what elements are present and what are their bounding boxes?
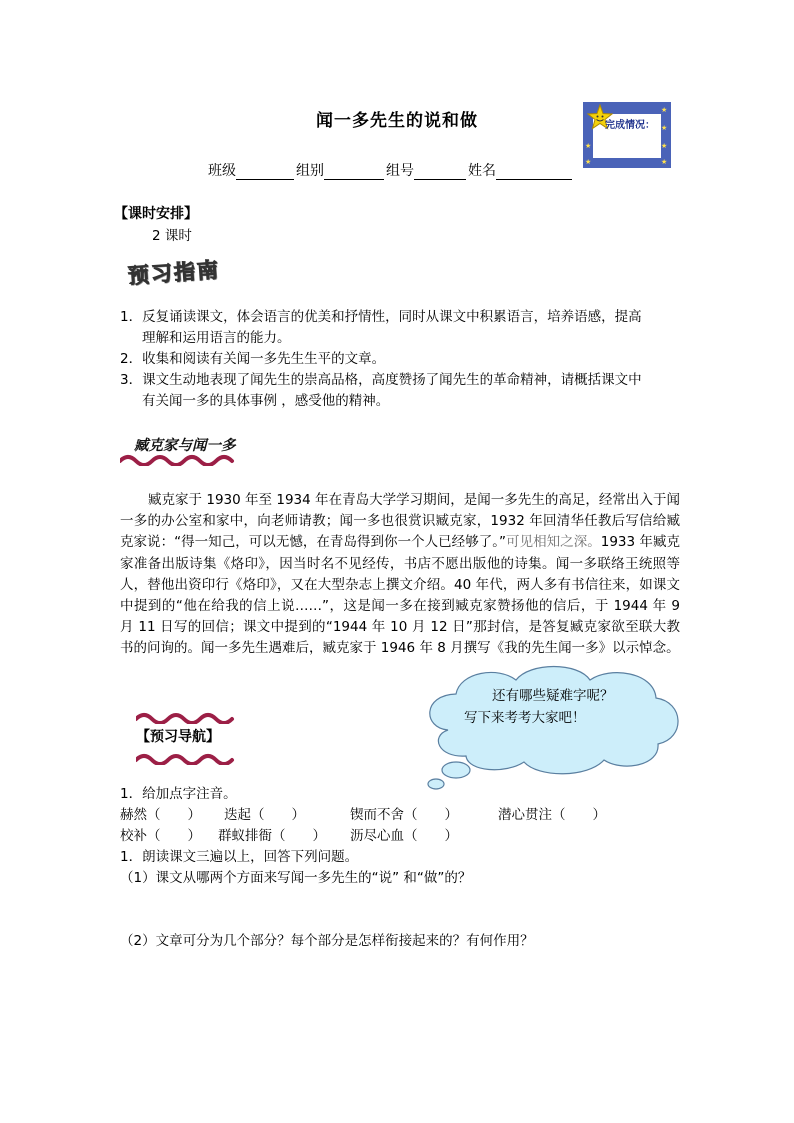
nav-heading: 【预习导航】 bbox=[136, 729, 220, 745]
question-2: 1．朗读课文三遍以上，回答下列问题。 bbox=[120, 849, 359, 865]
group-field[interactable] bbox=[324, 165, 384, 180]
schedule-value: 2 课时 bbox=[152, 228, 192, 244]
guide-item-1: 1．反复诵读课文，体会语言的优美和抒情性，同时从课文中积累语言，培养语感，提高 理解和运用语言的能力。 bbox=[120, 309, 642, 346]
group-label: 组别 bbox=[296, 163, 324, 179]
guide-item-2: 2．收集和阅读有关闻一多先生生平的文章。 bbox=[120, 351, 386, 367]
pinyin-item: 群蚁排衙（ ） bbox=[218, 828, 326, 844]
wave-divider-2 bbox=[136, 710, 240, 724]
schedule-heading: 【课时安排】 bbox=[114, 206, 198, 222]
cloud-line-1: 还有哪些疑难字呢？ bbox=[492, 688, 614, 704]
pinyin-item: 锲而不舍（ ） bbox=[350, 807, 458, 823]
name-field[interactable] bbox=[496, 165, 572, 180]
pinyin-item: 迭起（ ） bbox=[224, 807, 305, 823]
completion-label: 完成情况： bbox=[605, 120, 655, 131]
question-1: 1．给加点字注音。 bbox=[120, 786, 237, 802]
guide-item-3: 3．课文生动地表现了闻先生的崇高品格，高度赞扬了闻先生的革命精神，请概括课文中 有关闻一多的具体事例 ，感受他的精神。 bbox=[120, 372, 642, 409]
pinyin-item: 赫然（ ） bbox=[120, 807, 201, 823]
page-title: 闻一多先生的说和做 bbox=[316, 111, 478, 131]
class-field[interactable] bbox=[236, 165, 294, 180]
article-paragraph: 臧克家于 1930 年至 1934 年在青岛大学学习期间，是闻一多先生的高足，经常出入于闻一多的办公室和家中，向老师请教；闻一多也很赏识臧克家，1932 年回清华任教后写信给臧克家说：“得一知己，可以无憾，在青岛得到你一个人已经够了。”可见相知之深。1933 年臧克家准备出版诗集《烙印》，因当时名不见经传，书店不愿出版他的诗集。闻一多联络王统照等人，替他出资印行《烙印》，又在大型杂志上撰文介绍。40 年代，两人多有书信往来，如课文中提到的“他在给我的信上说……”，这是闻一多在接到臧克家赞扬他的信后，于 1944 年 9 月 11 日写的回信；课文中提到的“1944 年 10 月 12 日”那封信，是答复臧克家欲至联大教书的问询的。闻一多先生遇难后，臧克家于 1946 年 8 月撰写《我的先生闻一多》以示悼念。 bbox=[120, 492, 680, 657]
wave-divider-1 bbox=[120, 452, 240, 466]
thought-cloud bbox=[418, 660, 688, 792]
guide-title-art: 预习指南 bbox=[127, 257, 221, 289]
pinyin-item: 沥尽心血（ ） bbox=[350, 828, 458, 844]
question-2-2: （2）文章可分为几个部分？每个部分是怎样衔接起来的？有何作用？ bbox=[120, 933, 534, 949]
article-title: 臧克家与闻一多 bbox=[134, 438, 236, 454]
pinyin-item: 潜心贯注（ ） bbox=[498, 807, 606, 823]
cloud-line-2: 写下来考考大家吧！ bbox=[464, 710, 586, 726]
wave-divider-3 bbox=[136, 751, 240, 765]
number-field[interactable] bbox=[414, 165, 466, 180]
number-label: 组号 bbox=[386, 163, 414, 179]
completion-badge: 完成情况： ★ ★ ★ ★ ★ ★ bbox=[583, 102, 671, 168]
pinyin-item: 校补（ ） bbox=[120, 828, 201, 844]
name-label: 姓名 bbox=[468, 163, 496, 179]
student-info-row bbox=[208, 160, 574, 180]
class-label: 班级 bbox=[208, 163, 236, 179]
question-2-1: （1）课文从哪两个方面来写闻一多先生的“说” 和“做”的？ bbox=[120, 870, 472, 886]
